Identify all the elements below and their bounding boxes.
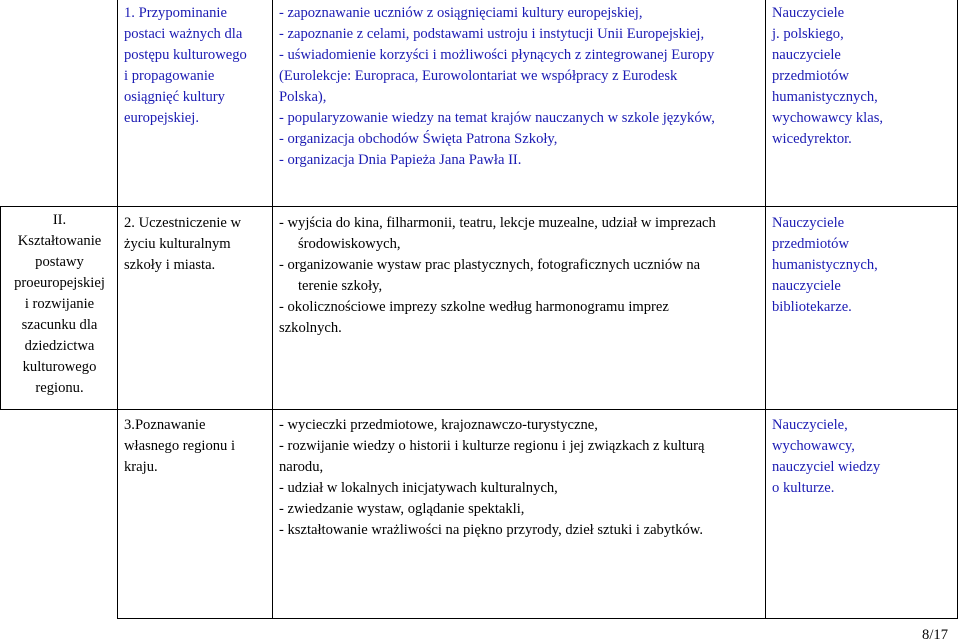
responsible-line: wicedyrektor. xyxy=(772,131,852,147)
task-line: postaci ważnych dla xyxy=(124,26,243,42)
responsible-line: nauczyciele xyxy=(772,47,841,63)
task-line: 3.Poznawanie xyxy=(124,417,206,433)
task-cell xyxy=(118,410,273,619)
responsible-line: Nauczyciele xyxy=(772,215,845,231)
category-line: II. xyxy=(52,212,67,228)
activity-line: środowiskowych, xyxy=(298,236,401,252)
category-line: proeuropejskiej xyxy=(14,275,105,291)
responsible-line: wychowawcy, xyxy=(772,438,855,454)
table-row xyxy=(1,0,958,207)
category-line: szacunku dla xyxy=(21,317,98,333)
category-line: kulturowego xyxy=(22,359,97,375)
task-cell xyxy=(118,207,273,410)
responsible-line: przedmiotów xyxy=(772,68,850,84)
activity-line: - rozwijanie wiedzy o historii i kulturze regionu i jej związkach z kulturą xyxy=(279,438,705,454)
responsible-line: przedmiotów xyxy=(772,236,850,252)
page-number: 8/17 xyxy=(922,627,948,643)
table-row xyxy=(1,410,958,619)
activity-line: - organizacja Dnia Papieża Jana Pawła II. xyxy=(279,152,522,168)
responsible-line: bibliotekarze. xyxy=(772,299,852,315)
activity-line: - okolicznościowe imprezy szkolne według harmonogramu imprez xyxy=(279,299,669,315)
responsible-line: humanistycznych, xyxy=(772,89,878,105)
category-cell xyxy=(1,410,118,619)
task-line: europejskiej. xyxy=(124,110,199,126)
table-row xyxy=(1,207,958,410)
responsible-line: o kulturze. xyxy=(772,480,835,496)
responsible-cell xyxy=(766,207,958,410)
category-line: regionu. xyxy=(35,380,84,396)
activity-line: - wyjścia do kina, filharmonii, teatru, lekcje muzealne, udział w imprezach xyxy=(279,215,716,231)
activity-line: - udział w lokalnych inicjatywach kulturalnych, xyxy=(279,480,558,496)
activity-line: terenie szkoły, xyxy=(298,278,383,294)
activity-line: - zapoznawanie uczniów z osiągnięciami kultury europejskiej, xyxy=(279,5,643,21)
activities-cell xyxy=(273,207,766,410)
category-line: dziedzictwa xyxy=(24,338,95,354)
task-line: postępu kulturowego xyxy=(124,47,247,63)
activity-line: - organizacja obchodów Święta Patrona Szkoły, xyxy=(279,131,558,147)
activity-line: - kształtowanie wrażliwości na piękno przyrody, dzieł sztuki i zabytków. xyxy=(279,522,704,538)
activity-line: - wycieczki przedmiotowe, krajoznawczo-turystyczne, xyxy=(279,417,598,433)
task-line: 2. Uczestniczenie w xyxy=(124,215,242,231)
activities-cell xyxy=(273,0,766,207)
task-line: własnego regionu i xyxy=(124,438,236,454)
activity-line: (Eurolekcje: Europraca, Eurowolontariat we współpracy z Eurodesk xyxy=(279,68,678,84)
task-line: kraju. xyxy=(124,459,158,475)
responsible-cell xyxy=(766,410,958,619)
task-line: i propagowanie xyxy=(124,68,215,84)
category-line: i rozwijanie xyxy=(24,296,95,312)
activity-line: - uświadomienie korzyści i możliwości płynących z zintegrowanej Europy xyxy=(279,47,715,63)
category-line: postawy xyxy=(35,254,84,270)
activity-line: - zapoznanie z celami, podstawami ustroju i instytucji Unii Europejskiej, xyxy=(279,26,705,42)
activity-line: Polska), xyxy=(279,89,327,105)
responsible-line: nauczyciele xyxy=(772,278,841,294)
responsible-line: nauczyciel wiedzy xyxy=(772,459,881,475)
task-line: szkoły i miasta. xyxy=(124,257,216,273)
activities-cell xyxy=(273,410,766,619)
task-line: życiu kulturalnym xyxy=(124,236,231,252)
responsible-cell xyxy=(766,0,958,207)
activity-line: - zwiedzanie wystaw, oglądanie spektakli, xyxy=(279,501,525,517)
category-cell xyxy=(1,0,118,207)
activity-line: narodu, xyxy=(279,459,324,475)
responsible-line: wychowawcy klas, xyxy=(772,110,884,126)
task-line: 1. Przypominanie xyxy=(124,5,227,21)
task-cell xyxy=(118,0,273,207)
responsible-line: humanistycznych, xyxy=(772,257,878,273)
activity-line: szkolnych. xyxy=(279,320,342,336)
task-line: osiągnięć kultury xyxy=(124,89,225,105)
responsible-line: j. polskiego, xyxy=(772,26,844,42)
activity-line: - organizowanie wystaw prac plastycznych, fotograficznych uczniów na xyxy=(279,257,701,273)
category-cell xyxy=(1,207,118,410)
activity-line: - popularyzowanie wiedzy na temat krajów nauczanych w szkole języków, xyxy=(279,110,715,126)
responsible-line: Nauczyciele, xyxy=(772,417,848,433)
category-line: Kształtowanie xyxy=(17,233,102,249)
responsible-line: Nauczyciele xyxy=(772,5,845,21)
